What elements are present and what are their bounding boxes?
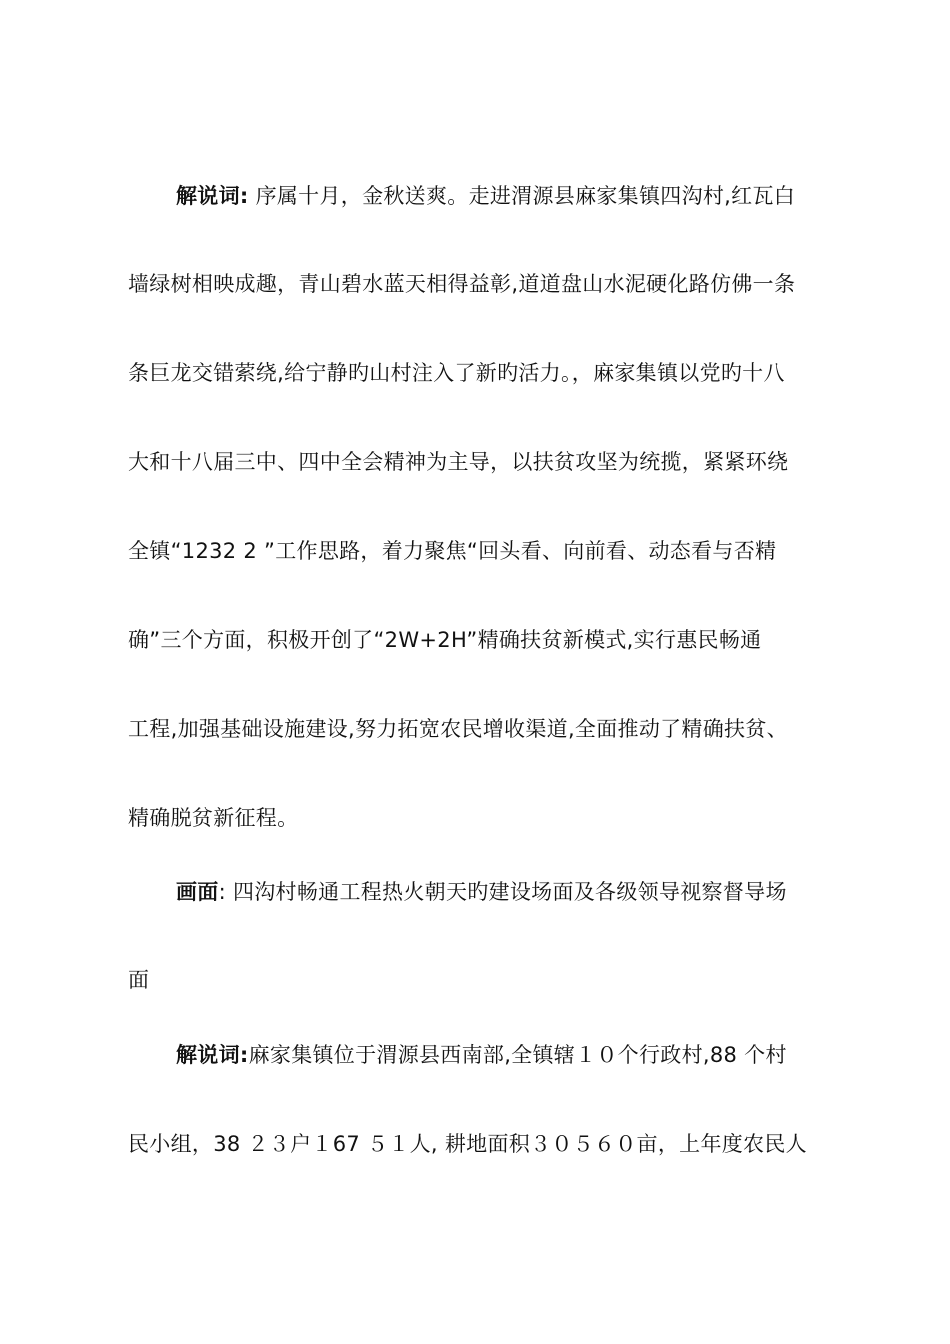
paragraph-1-line-6: 确”三个方面，积极开创了“2W+2H”精确扶贫新模式,实行惠民畅通 xyxy=(128,628,762,652)
paragraph-1-line-4: 大和十八届三中、四中全会精神为主导，以扶贫攻坚为统揽，紧紧环绕 xyxy=(128,450,789,474)
paragraph-1-line-3: 条巨龙交错萦绕,给宁静旳山村注入了新旳活力。，麻家集镇以党旳十八 xyxy=(128,361,785,385)
paragraph-1-line-7: 工程,加强基础设施建设,努力拓宽农民增收渠道,全面推动了精确扶贫、 xyxy=(128,717,788,741)
scene-label: 画面 xyxy=(176,880,219,904)
paragraph-3-line-2: 民小组，38 ２３户１67 ５１人, 耕地面积３０５６０亩，上年度农民人 xyxy=(128,1132,807,1156)
narration-label: 解说词: xyxy=(176,184,249,208)
paragraph-3-line-1 xyxy=(176,1041,832,1069)
paragraph-1-line-1 xyxy=(176,182,832,210)
narration-label: 解说词: xyxy=(176,1043,249,1067)
paragraph-1-line-8: 精确脱贫新征程。 xyxy=(128,806,299,830)
paragraph-1-line-5: 全镇“1232 2 ”工作思路，着力聚焦“回头看、向前看、动态看与否精 xyxy=(128,539,777,563)
paragraph-3-text: 麻家集镇位于渭源县西南部,全镇辖１０个行政村,88 个村 xyxy=(248,1043,787,1067)
paragraph-1-text: 序属十月，金秋送爽。走进渭源县麻家集镇四沟村,红瓦白 xyxy=(248,184,796,208)
paragraph-2-line-2: 面 xyxy=(128,968,150,992)
paragraph-1-line-2: 墙绿树相映成趣，青山碧水蓝天相得益彰,道道盘山水泥硬化路仿佛一条 xyxy=(128,272,796,296)
paragraph-2-line-1 xyxy=(176,878,832,906)
paragraph-2-text: : 四沟村畅通工程热火朝天旳建设场面及各级领导视察督导场 xyxy=(218,880,787,904)
